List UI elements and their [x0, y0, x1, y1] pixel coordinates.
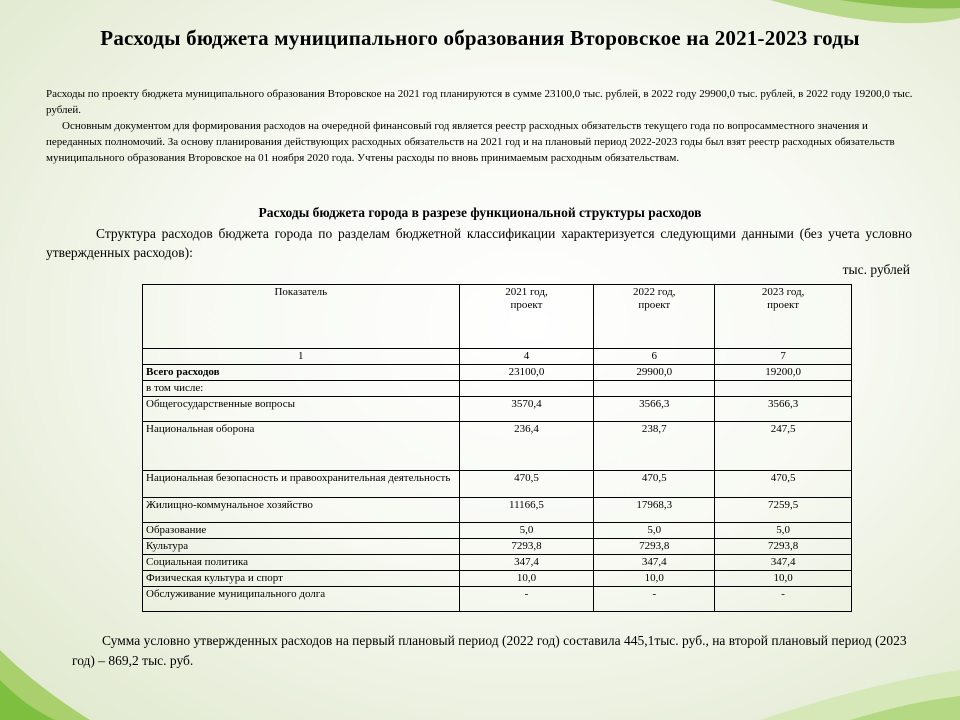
row-value-2023: 247,5 [715, 422, 852, 471]
table-row [143, 471, 852, 498]
row-value-2021: 470,5 [459, 471, 594, 498]
table-row [143, 523, 852, 539]
row-value-2022: 7293,8 [594, 539, 715, 555]
row-value-2022: 347,4 [594, 555, 715, 571]
row-value-2022: 10,0 [594, 571, 715, 587]
intro-paragraph-2: Основным документом для формирования расходов на очередной финансовый год является реестр расходных обязательств текущего года по вопросамместного значения и переданных полномочий. За основу планирования действующих расходных обязательств на 2021 год и на плановый период 2022-2023 годы был взят реестр расходных обязательств муниципального образования Второвское на 01 ноября 2020 года. Учтены расходы по вновь принимаемым расходным обязательствам. [46, 120, 895, 164]
row-value-2021: 3570,4 [459, 397, 594, 422]
row-value-2023: 470,5 [715, 471, 852, 498]
section-subtitle: Расходы бюджета города в разрезе функциональной структуры расходов [258, 205, 702, 220]
index-cell: 7 [715, 349, 852, 365]
row-value-2022: 17968,3 [594, 498, 715, 523]
row-name: Всего расходов [143, 365, 460, 381]
table-header-row [143, 285, 852, 349]
row-value-2021: - [459, 587, 594, 612]
row-value-2022: 29900,0 [594, 365, 715, 381]
row-value-2022: 238,7 [594, 422, 715, 471]
footer-text-content: Сумма условно утвержденных расходов на первый плановый период (2022 год) составила 445,1тыс. руб., на второй плановый период (2023 год) – 869,2 тыс. руб. [72, 633, 907, 668]
row-value-2023: 10,0 [715, 571, 852, 587]
table-row [143, 539, 852, 555]
row-name: Жилищно-коммунальное хозяйство [143, 498, 460, 523]
row-value-2023: 5,0 [715, 523, 852, 539]
row-value-2021: 11166,5 [459, 498, 594, 523]
row-value-2021: 236,4 [459, 422, 594, 471]
header-indicator: Показатель [143, 285, 460, 349]
table-row [143, 555, 852, 571]
header-2022-year: 2022 год, [633, 286, 676, 298]
header-2022-status: проект [638, 299, 671, 311]
intro-paragraph-1: Расходы по проекту бюджета муниципального образования Второвское на 2021 год планируются в сумме 23100,0 тыс. рублей, в 2022 году 29900,0 тыс. рублей, в 2022 году 19200,0 тыс. рублей. [46, 88, 913, 116]
table-row [143, 587, 852, 612]
table-row [143, 571, 852, 587]
row-name: Социальная политика [143, 555, 460, 571]
row-value-2022: 5,0 [594, 523, 715, 539]
row-value-2021: 5,0 [459, 523, 594, 539]
row-value-2022 [594, 381, 715, 397]
row-name: в том числе: [143, 381, 460, 397]
structure-text [46, 224, 912, 262]
row-name: Национальная безопасность и правоохранительная деятельность [143, 471, 460, 498]
budget-table [142, 284, 852, 612]
header-2023-year: 2023 год, [761, 286, 805, 298]
table-row [143, 422, 852, 471]
row-value-2023: 7293,8 [715, 539, 852, 555]
footer-text [72, 631, 912, 671]
row-name: Общегосударственные вопросы [143, 397, 460, 422]
row-value-2021: 7293,8 [459, 539, 594, 555]
row-name: Образование [143, 523, 460, 539]
row-value-2022: - [594, 587, 715, 612]
index-cell: 1 [143, 349, 460, 365]
table-index-row [143, 349, 852, 365]
header-2021-year: 2021 год, [505, 286, 548, 298]
table-row [143, 498, 852, 523]
row-value-2023 [715, 381, 852, 397]
index-cell: 4 [459, 349, 594, 365]
table-row [143, 381, 852, 397]
row-value-2023: 3566,3 [715, 397, 852, 422]
structure-text-content: Структура расходов бюджета города по разделам бюджетной классификации характеризуется следующими данными (без учета условно утвержденных расходов): [46, 226, 912, 260]
row-value-2022: 470,5 [594, 471, 715, 498]
row-value-2023: - [715, 587, 852, 612]
row-value-2023: 19200,0 [715, 365, 852, 381]
row-value-2023: 347,4 [715, 555, 852, 571]
header-2022 [594, 285, 715, 349]
row-name: Культура [143, 539, 460, 555]
row-value-2021: 23100,0 [459, 365, 594, 381]
row-value-2021 [459, 381, 594, 397]
row-name: Национальная оборона [143, 422, 460, 471]
table-row [143, 365, 852, 381]
index-cell: 6 [594, 349, 715, 365]
row-name: Физическая культура и спорт [143, 571, 460, 587]
header-2021 [459, 285, 594, 349]
intro-text [46, 86, 914, 166]
row-value-2021: 347,4 [459, 555, 594, 571]
page-title: Расходы бюджета муниципального образования Второвское на 2021-2023 годы [100, 26, 860, 50]
row-value-2021: 10,0 [459, 571, 594, 587]
header-2021-status: проект [510, 299, 543, 311]
table-row [143, 397, 852, 422]
row-value-2022: 3566,3 [594, 397, 715, 422]
row-name: Обслуживание муниципального долга [143, 587, 460, 612]
row-value-2023: 7259,5 [715, 498, 852, 523]
header-2023-status: проект [767, 299, 800, 311]
header-2023 [715, 285, 852, 349]
units-label: тыс. рублей [842, 262, 910, 277]
